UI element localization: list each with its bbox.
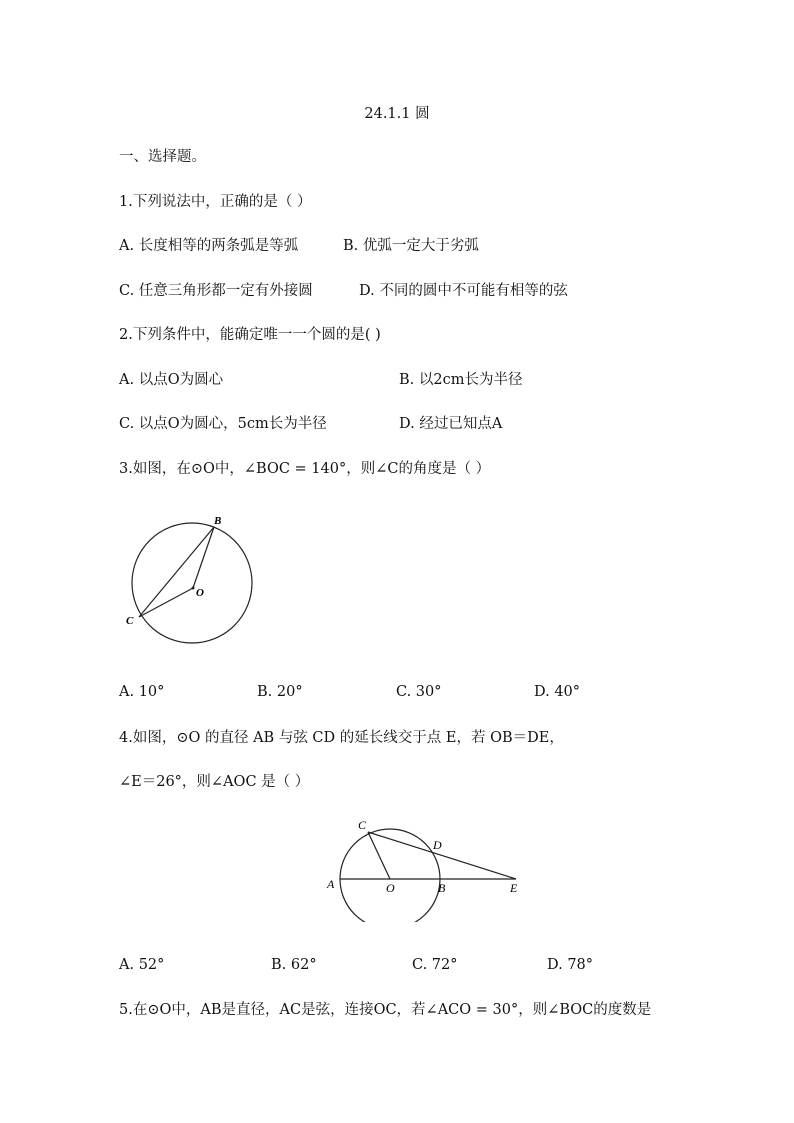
q4-option-a: A. 52°: [119, 957, 165, 973]
q3-option-a: A. 10°: [119, 684, 165, 700]
q3-radius-oc: [139, 588, 193, 617]
q4-radius-oc: [368, 832, 390, 879]
q3-circle: [132, 523, 252, 643]
q1-option-a: A. 长度相等的两条弧是等弧: [119, 238, 299, 254]
q1-option-c: C. 任意三角形都一定有外接圆: [119, 283, 313, 299]
page-title: 24.1.1 圆: [364, 106, 430, 122]
q4-option-d: D. 78°: [547, 957, 594, 973]
q4-label-e: E: [510, 881, 518, 895]
q4-stem-line1: 4.如图，⊙O 的直径 AB 与弦 CD 的延长线交于点 E，若 OB＝DE，: [119, 730, 564, 746]
q1-option-d: D. 不同的圆中不可能有相等的弦: [359, 283, 568, 299]
q3-radius-ob: [193, 527, 214, 588]
q2-option-c: C. 以点O为圆心，5cm长为半径: [119, 416, 327, 432]
q2-option-a: A. 以点O为圆心: [119, 372, 224, 388]
q1-stem: 1.下列说法中，正确的是（ ）: [119, 194, 312, 210]
q2-option-d: D. 经过已知点A: [399, 416, 503, 432]
q2-stem: 2.下列条件中，能确定唯一一个圆的是( ): [119, 327, 381, 343]
q1-option-b: B. 优弧一定大于劣弧: [343, 238, 479, 254]
q3-circle-figure: [118, 505, 268, 655]
q3-label-c: C: [126, 615, 134, 627]
q3-option-d: D. 40°: [534, 684, 581, 700]
section-heading: 一、选择题。: [119, 149, 206, 165]
q4-option-c: C. 72°: [412, 957, 458, 973]
q3-label-o: O: [196, 587, 204, 599]
q4-option-b: B. 62°: [271, 957, 317, 973]
q3-stem: 3.如图，在⊙O中，∠BOC = 140°，则∠C的角度是（ ）: [119, 461, 491, 477]
q3-label-b: B: [214, 515, 222, 527]
q2-option-b: B. 以2cm长为半径: [399, 372, 523, 388]
q4-label-a: A: [327, 877, 335, 891]
q4-circle: [340, 829, 440, 922]
q5-stem: 5.在⊙O中，AB是直径，AC是弦，连接OC，若∠ACO = 30°，则∠BOC的度数是: [119, 1002, 652, 1018]
q4-label-c: C: [358, 818, 367, 832]
q4-label-o: O: [386, 881, 395, 895]
q3-center-point: [192, 587, 195, 590]
q3-option-c: C. 30°: [396, 684, 442, 700]
q4-label-b: B: [438, 881, 446, 895]
q4-circle-figure: [320, 812, 530, 922]
q4-stem-line2: ∠E＝26°，则∠AOC 是（ ）: [119, 774, 310, 790]
q4-label-d: D: [433, 838, 442, 852]
q4-line-ce: [368, 832, 516, 879]
q3-option-b: B. 20°: [257, 684, 303, 700]
